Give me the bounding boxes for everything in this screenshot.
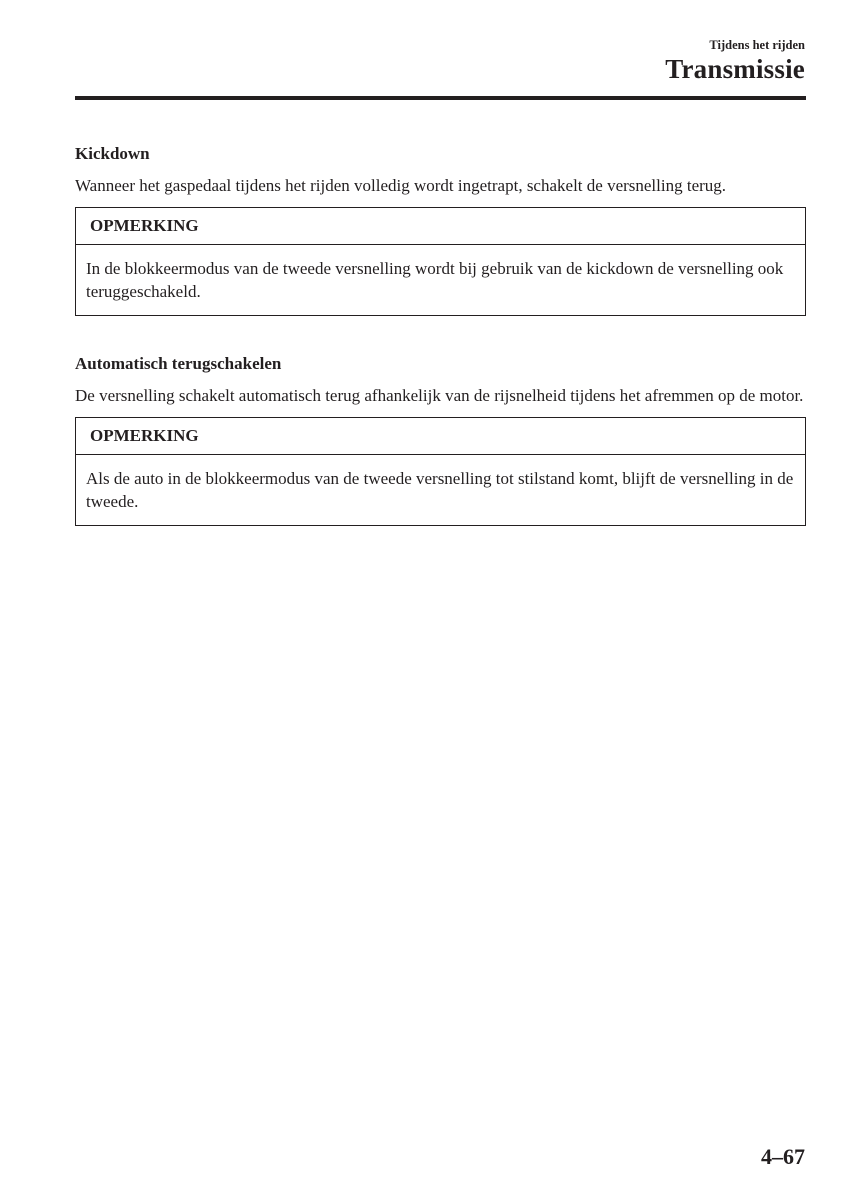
section-body: De versnelling schakelt automatisch terug afhankelijk van de rijsnelheid tijdens het afremmen op de motor.: [75, 386, 804, 405]
section-heading: Automatisch terugschakelen: [75, 354, 282, 373]
page-number: 4–67: [761, 1144, 805, 1169]
note-box: [75, 417, 806, 526]
section-kickdown: [75, 142, 806, 316]
note-title: OPMERKING: [76, 208, 805, 245]
note-text: Als de auto in de blokkeermodus van de tweede versnelling tot stilstand komt, blijft de versnelling in de tweede.: [86, 469, 794, 511]
note-text: In de blokkeermodus van de tweede versnelling wordt bij gebruik van de kickdown de versnelling ook teruggeschakeld.: [86, 259, 784, 301]
note-title: OPMERKING: [76, 418, 805, 455]
section-automatic-downshift: [75, 352, 806, 526]
header-divider: [75, 96, 806, 100]
section-body: Wanneer het gaspedaal tijdens het rijden volledig wordt ingetrapt, schakelt de versnelling terug.: [75, 176, 727, 195]
note-box: [75, 207, 806, 316]
section-heading: Kickdown: [75, 144, 150, 163]
page-content: [75, 142, 806, 526]
page-title: Transmissie: [665, 54, 805, 84]
chapter-subtitle: Tijdens het rijden: [709, 38, 805, 52]
